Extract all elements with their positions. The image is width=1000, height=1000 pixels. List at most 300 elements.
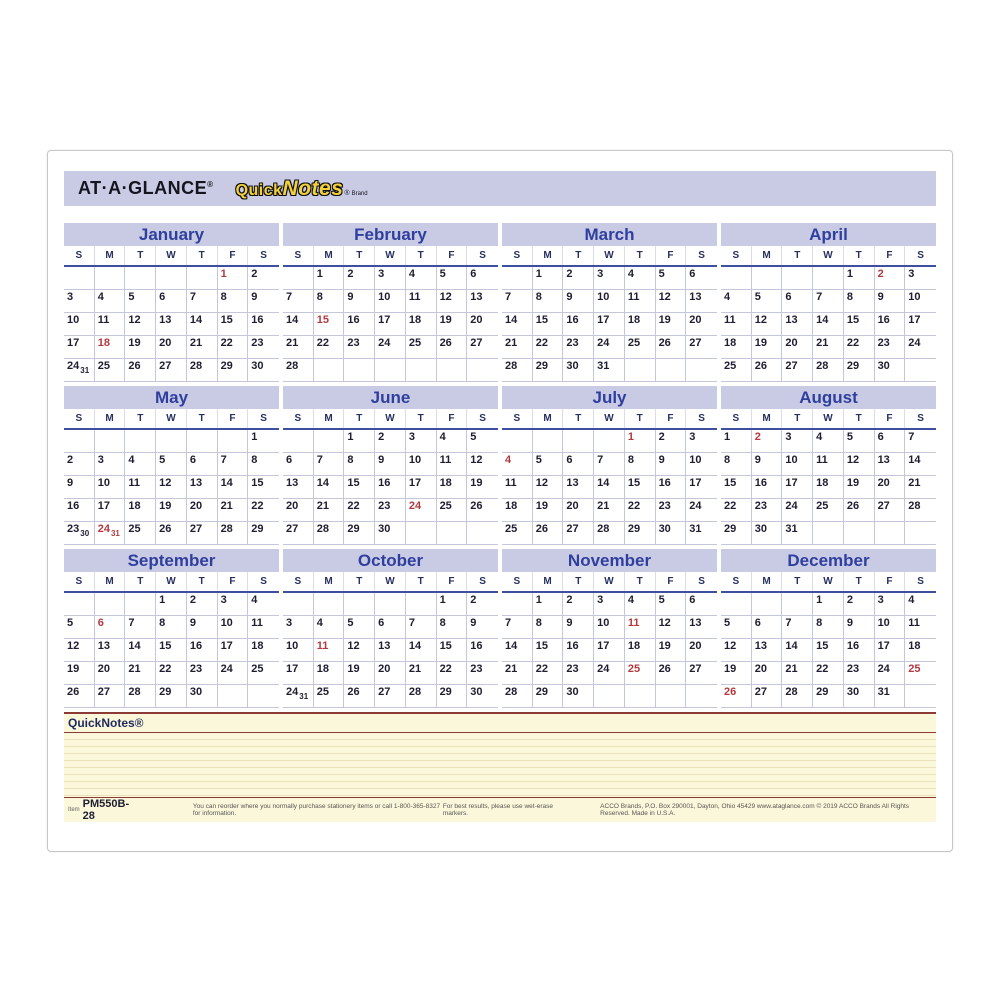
day-cell: 3	[218, 593, 249, 616]
day-grid	[502, 430, 717, 546]
day-cell: 29	[218, 359, 249, 382]
day-cell: 8	[437, 616, 468, 639]
day-cell: 17	[782, 476, 813, 499]
weekday-label: T	[406, 409, 437, 428]
weekday-label: M	[314, 572, 345, 591]
day-cell: 5	[721, 616, 752, 639]
weekday-label: F	[218, 409, 249, 428]
day-cell: 15	[344, 476, 375, 499]
month-march	[502, 223, 717, 383]
day-cell: 28	[314, 522, 345, 545]
day-cell: 10	[283, 639, 314, 662]
day-cell: 11	[314, 639, 345, 662]
weekday-label: S	[283, 572, 314, 591]
day-cell: 11	[437, 453, 468, 476]
day-cell	[905, 359, 936, 382]
weekday-label: S	[502, 246, 533, 265]
weekday-label: S	[260, 576, 267, 587]
day-cell: 13	[95, 639, 126, 662]
day-cell: 28	[782, 685, 813, 708]
day-cell: 16	[375, 476, 406, 499]
day-cell: 10	[686, 453, 717, 476]
weekday-label: T	[844, 246, 875, 265]
weekday-label: T	[187, 572, 218, 591]
weekday-header	[502, 246, 717, 267]
day-cell: 26	[64, 685, 95, 708]
registered-mark: ®	[207, 180, 214, 189]
day-cell	[95, 267, 126, 290]
day-cell: 28	[283, 359, 314, 382]
day-cell: 18	[625, 313, 656, 336]
day-cell: 16	[563, 313, 594, 336]
weekday-label: S	[283, 246, 314, 265]
day-cell	[594, 685, 625, 708]
day-cell: 1	[156, 593, 187, 616]
month-title: September	[64, 549, 279, 572]
day-cell: 7	[406, 616, 437, 639]
day-cell: 25	[502, 522, 533, 545]
day-cell: 15	[533, 639, 564, 662]
day-cell: 26	[125, 359, 156, 382]
day-cell: 28	[502, 359, 533, 382]
day-cell	[248, 685, 279, 708]
day-cell: 19	[533, 499, 564, 522]
day-cell: 26	[844, 499, 875, 522]
day-cell: 9	[563, 616, 594, 639]
day-cell: 15	[437, 639, 468, 662]
quicknotes-logo-quick: Quick	[235, 181, 283, 199]
day-cell: 27	[187, 522, 218, 545]
legal-text: ACCO Brands, P.O. Box 290001, Dayton, Ohio 45429 www.ataglance.com © 2019 ACCO Brands All Rights Reserved. Made in U.S.A.	[600, 803, 910, 817]
day-cell: 20	[283, 499, 314, 522]
day-cell: 16	[656, 476, 687, 499]
day-cell: 23	[467, 662, 498, 685]
day-cell: 2	[844, 593, 875, 616]
day-cell: 13	[563, 476, 594, 499]
day-cell	[905, 522, 936, 545]
day-cell: 6	[467, 267, 498, 290]
day-cell: 20	[95, 662, 126, 685]
weekday-label: W	[813, 409, 844, 428]
day-cell	[95, 430, 126, 453]
day-cell: 3	[905, 267, 936, 290]
day-cell: 7	[782, 616, 813, 639]
weekday-header	[64, 572, 279, 593]
day-cell: 5	[344, 616, 375, 639]
day-cell: 28	[502, 685, 533, 708]
month-may	[64, 386, 279, 546]
day-cell: 29	[813, 685, 844, 708]
day-cell	[283, 430, 314, 453]
day-cell: 26	[533, 522, 564, 545]
day-cell: 23	[248, 336, 279, 359]
day-cell	[502, 593, 533, 616]
day-cell: 12	[656, 616, 687, 639]
day-cell: 3	[594, 267, 625, 290]
day-cell	[125, 430, 156, 453]
day-cell	[375, 359, 406, 382]
day-cell: 4	[125, 453, 156, 476]
day-cell: 21	[314, 499, 345, 522]
weekday-label: W	[375, 572, 406, 591]
day-cell: 4	[502, 453, 533, 476]
marker-tip-text: For best results, please use wet-erase markers.	[442, 803, 554, 817]
quicknotes-logo-brand: Brand	[351, 190, 368, 197]
day-cell: 27	[156, 359, 187, 382]
day-cell: 18	[125, 499, 156, 522]
day-cell: 25	[437, 499, 468, 522]
month-june	[283, 386, 498, 546]
day-cell: 27	[686, 662, 717, 685]
day-cell: 30	[563, 359, 594, 382]
day-cell: 26	[752, 359, 783, 382]
weekday-label: S	[917, 413, 924, 424]
weekday-label: T	[187, 246, 218, 265]
month-title: April	[721, 223, 936, 246]
day-cell: 8	[721, 453, 752, 476]
day-cell: 18	[248, 639, 279, 662]
weekday-label: T	[125, 572, 156, 591]
day-cell: 19	[656, 313, 687, 336]
day-cell: 10	[905, 290, 936, 313]
day-cell: 30	[875, 359, 906, 382]
day-cell: 2	[656, 430, 687, 453]
day-cell: 21	[905, 476, 936, 499]
day-cell: 12	[64, 639, 95, 662]
day-cell: 19	[156, 499, 187, 522]
day-cell: 1	[721, 430, 752, 453]
day-cell: 5	[752, 290, 783, 313]
day-cell: 27	[752, 685, 783, 708]
day-cell: 21	[502, 662, 533, 685]
day-cell: 7	[125, 616, 156, 639]
day-cell: 25	[813, 499, 844, 522]
weekday-label: T	[782, 409, 813, 428]
day-grid	[502, 267, 717, 383]
day-cell: 28	[594, 522, 625, 545]
day-cell: 18	[502, 499, 533, 522]
month-september	[64, 549, 279, 709]
day-cell: 10	[64, 313, 95, 336]
day-grid	[64, 593, 279, 709]
day-cell: 28	[125, 685, 156, 708]
day-cell: 3	[686, 430, 717, 453]
day-cell: 7	[218, 453, 249, 476]
day-cell: 22	[437, 662, 468, 685]
day-cell: 7	[813, 290, 844, 313]
day-cell: 30	[467, 685, 498, 708]
day-cell: 18	[95, 336, 126, 359]
day-cell: 14	[502, 639, 533, 662]
day-grid	[64, 267, 279, 383]
day-cell: 9	[248, 290, 279, 313]
day-cell: 11	[905, 616, 936, 639]
day-cell: 8	[156, 616, 187, 639]
day-cell: 18	[813, 476, 844, 499]
weekday-label: F	[437, 246, 468, 265]
weekday-label: S	[64, 572, 95, 591]
day-cell: 8	[844, 290, 875, 313]
day-cell: 16	[752, 476, 783, 499]
registered-mark: ®	[344, 189, 350, 197]
day-cell	[656, 359, 687, 382]
day-cell: 21	[782, 662, 813, 685]
day-cell	[156, 430, 187, 453]
day-cell: 10	[406, 453, 437, 476]
day-cell: 22	[156, 662, 187, 685]
day-cell	[125, 593, 156, 616]
day-cell: 13	[875, 453, 906, 476]
day-cell: 8	[533, 616, 564, 639]
day-cell: 22	[844, 336, 875, 359]
day-cell: 8	[813, 616, 844, 639]
day-cell: 20	[686, 639, 717, 662]
day-cell: 7	[283, 290, 314, 313]
day-cell: 7	[314, 453, 345, 476]
day-cell: 20	[752, 662, 783, 685]
day-cell: 5	[437, 267, 468, 290]
day-cell: 19	[721, 662, 752, 685]
day-cell	[467, 522, 498, 545]
day-cell: 4	[625, 267, 656, 290]
day-cell: 29	[533, 685, 564, 708]
day-cell: 4	[248, 593, 279, 616]
day-cell: 22	[218, 336, 249, 359]
day-cell	[283, 267, 314, 290]
day-cell: 1	[314, 267, 345, 290]
day-cell: 6	[187, 453, 218, 476]
day-cell: 14	[813, 313, 844, 336]
day-cell: 13	[283, 476, 314, 499]
day-cell: 30	[248, 359, 279, 382]
weekday-label: M	[752, 572, 783, 591]
day-cell: 26	[437, 336, 468, 359]
day-cell: 21	[502, 336, 533, 359]
day-cell: 22	[625, 499, 656, 522]
day-cell: 8	[625, 453, 656, 476]
day-cell: 25	[625, 662, 656, 685]
weekday-label: T	[844, 572, 875, 591]
weekday-label: T	[625, 572, 656, 591]
reorder-text: You can reorder where you normally purchase stationery items or call 1-800-365-8327 for information.	[192, 803, 441, 817]
weekday-label: S	[260, 250, 267, 261]
day-cell: 26	[156, 522, 187, 545]
day-cell: 25	[95, 359, 126, 382]
day-cell: 13	[686, 290, 717, 313]
day-cell	[813, 267, 844, 290]
day-cell	[125, 267, 156, 290]
day-cell: 28	[218, 522, 249, 545]
day-cell: 6	[752, 616, 783, 639]
day-cell: 29	[344, 522, 375, 545]
weekday-label: W	[375, 409, 406, 428]
day-cell: 13	[187, 476, 218, 499]
day-cell: 29	[437, 685, 468, 708]
weekday-label: W	[813, 246, 844, 265]
day-cell: 24	[406, 499, 437, 522]
day-cell: 1	[625, 430, 656, 453]
weekday-label: S	[283, 409, 314, 428]
day-cell: 6	[875, 430, 906, 453]
day-cell: 22	[344, 499, 375, 522]
day-cell	[64, 430, 95, 453]
weekday-header	[721, 246, 936, 267]
day-cell: 31	[686, 522, 717, 545]
day-cell: 30	[563, 685, 594, 708]
day-cell	[406, 522, 437, 545]
day-cell: 3	[375, 267, 406, 290]
day-cell: 10	[594, 616, 625, 639]
day-cell: 9	[375, 453, 406, 476]
day-cell: 1	[533, 267, 564, 290]
weekday-header	[283, 246, 498, 267]
day-cell: 22	[248, 499, 279, 522]
day-cell: 22	[533, 662, 564, 685]
day-grid	[283, 593, 498, 709]
day-cell	[437, 359, 468, 382]
day-cell: 29	[248, 522, 279, 545]
day-cell	[64, 593, 95, 616]
weekday-label: W	[594, 409, 625, 428]
day-cell: $23_{30}$	[64, 522, 95, 545]
day-cell: 17	[594, 639, 625, 662]
day-cell: 14	[314, 476, 345, 499]
day-cell: 8	[344, 453, 375, 476]
day-cell: 4	[905, 593, 936, 616]
weekday-label: W	[156, 246, 187, 265]
day-cell: 30	[844, 685, 875, 708]
day-cell	[187, 267, 218, 290]
day-cell: 16	[344, 313, 375, 336]
day-cell	[218, 430, 249, 453]
weekday-label: W	[594, 572, 625, 591]
day-cell: 7	[502, 290, 533, 313]
weekday-header	[283, 409, 498, 430]
weekday-header	[721, 409, 936, 430]
day-cell: 20	[686, 313, 717, 336]
day-cell: 4	[625, 593, 656, 616]
day-cell: 25	[406, 336, 437, 359]
day-cell: 11	[95, 313, 126, 336]
day-cell: 12	[156, 476, 187, 499]
weekday-header	[64, 246, 279, 267]
day-cell: 14	[782, 639, 813, 662]
month-title: November	[502, 549, 717, 572]
day-cell: 10	[218, 616, 249, 639]
day-cell	[625, 685, 656, 708]
day-cell	[782, 593, 813, 616]
day-cell: 23	[187, 662, 218, 685]
month-title: October	[283, 549, 498, 572]
day-cell: 11	[625, 290, 656, 313]
day-cell: 2	[248, 267, 279, 290]
day-cell: 24	[375, 336, 406, 359]
weekday-label: M	[95, 246, 126, 265]
day-cell: 25	[125, 522, 156, 545]
day-cell: 9	[187, 616, 218, 639]
day-cell: 16	[844, 639, 875, 662]
day-cell: 8	[533, 290, 564, 313]
day-cell: 27	[95, 685, 126, 708]
weekday-label: F	[437, 409, 468, 428]
weekday-label: F	[218, 246, 249, 265]
weekday-header	[283, 572, 498, 593]
day-cell: 30	[187, 685, 218, 708]
day-cell: 5	[533, 453, 564, 476]
weekday-label: M	[533, 572, 564, 591]
day-cell: 10	[875, 616, 906, 639]
day-cell: 10	[782, 453, 813, 476]
day-cell: 17	[95, 499, 126, 522]
day-cell: 26	[467, 499, 498, 522]
weekday-label: S	[721, 572, 752, 591]
day-cell: 3	[782, 430, 813, 453]
day-cell: 18	[437, 476, 468, 499]
day-cell	[625, 359, 656, 382]
day-cell: 17	[686, 476, 717, 499]
day-cell: 2	[64, 453, 95, 476]
weekday-label: M	[95, 409, 126, 428]
weekday-label: S	[260, 413, 267, 424]
day-cell: 2	[752, 430, 783, 453]
day-cell: 21	[406, 662, 437, 685]
day-cell: 28	[905, 499, 936, 522]
day-cell: 24	[782, 499, 813, 522]
day-cell	[95, 593, 126, 616]
day-cell	[502, 430, 533, 453]
day-cell: 10	[594, 290, 625, 313]
day-cell: 19	[467, 476, 498, 499]
weekday-label: S	[479, 250, 486, 261]
weekday-header	[502, 572, 717, 593]
day-cell: 1	[533, 593, 564, 616]
day-cell: 17	[218, 639, 249, 662]
day-cell: 7	[905, 430, 936, 453]
day-cell: 23	[875, 336, 906, 359]
day-cell: 17	[594, 313, 625, 336]
day-cell: 16	[248, 313, 279, 336]
day-cell: 16	[187, 639, 218, 662]
day-cell	[344, 593, 375, 616]
day-cell: 12	[437, 290, 468, 313]
day-cell: 31	[782, 522, 813, 545]
day-cell: 19	[344, 662, 375, 685]
day-cell: 13	[752, 639, 783, 662]
day-cell: 13	[375, 639, 406, 662]
quicknotes-section	[64, 712, 936, 822]
weekday-label: S	[698, 250, 705, 261]
day-cell	[905, 685, 936, 708]
day-cell: 29	[533, 359, 564, 382]
day-cell: 6	[782, 290, 813, 313]
day-cell	[656, 685, 687, 708]
month-august	[721, 386, 936, 546]
day-cell: 3	[406, 430, 437, 453]
day-cell: 19	[125, 336, 156, 359]
weekday-label: T	[344, 409, 375, 428]
day-cell: 21	[594, 499, 625, 522]
day-cell: 25	[314, 685, 345, 708]
day-cell: 4	[721, 290, 752, 313]
day-cell: 9	[344, 290, 375, 313]
day-cell: 11	[625, 616, 656, 639]
day-cell: 23	[344, 336, 375, 359]
weekday-label: W	[156, 409, 187, 428]
day-cell: 20	[375, 662, 406, 685]
weekday-label: M	[533, 246, 564, 265]
month-title: February	[283, 223, 498, 246]
day-cell: 6	[686, 593, 717, 616]
